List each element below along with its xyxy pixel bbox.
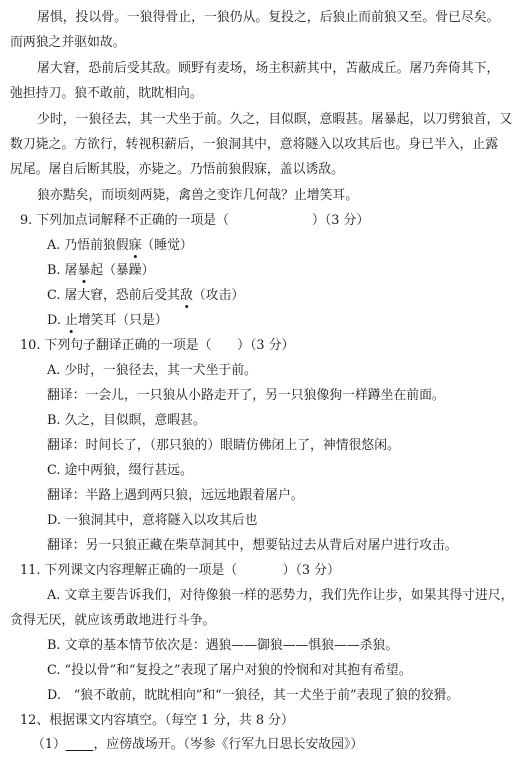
fill-blank[interactable]	[66, 736, 94, 751]
passage-line: 狼亦黠矣，而顷刻两毙，禽兽之变诈几何哉？止增笑耳。	[37, 188, 359, 203]
question-12-stem: 12、根据课文内容填空。（每空 1 分，共 8 分）	[20, 713, 294, 728]
passage-line: 尻尾。屠自后断其股，亦毙之。乃悟前狼假寐，盖以诱敌。	[10, 162, 344, 177]
passage-line: 屠大窘，恐前后受其敌。顾野有麦场，场主积薪其中，苫蔽成丘。屠乃奔倚其下，	[37, 61, 500, 76]
passage-line: 而两狼之并驱如故。	[10, 35, 126, 50]
question-9-stem	[20, 212, 516, 230]
question-10-option-b: B. 久之，目似瞑，意暇甚。	[47, 413, 206, 428]
question-9-option-c: C. 屠大窘，恐前后受其敌（攻击）	[47, 288, 245, 303]
passage-line: 少时，一狼径去，其一犬坐于前。久之，目似瞑，意暇甚。屠暴起，以刀劈狼首，又	[37, 112, 513, 127]
question-11-option-d: D. “狼不敢前，眈眈相向”和“一狼径，其一犬坐于前”表现了狼的狡猾。	[47, 688, 460, 703]
question-10-option-d: D. 一狼洞其中，意将隧入以攻其后也	[47, 513, 258, 528]
question-9-text: 9. 下列加点词解释不正确的一项是（	[20, 213, 230, 228]
passage-line: 弛担持刀。狼不敢前，眈眈相向。	[10, 86, 203, 101]
question-11-option-b: B. 文章的基本情节依次是：遇狼——御狼——惧狼——杀狼。	[47, 638, 399, 653]
question-9-score: ）（3 分）	[312, 213, 370, 228]
question-11-stem	[20, 562, 516, 580]
emphasis-dot-char: 暴	[77, 263, 91, 278]
question-9-option-a: A. 乃悟前狼假寐（睡觉）	[47, 238, 193, 253]
question-11-option-c: C. “投以骨”和“复投之”表现了屠户对狼的怜悯和对其抱有希望。	[47, 663, 412, 678]
question-10-translation-c: 翻译：半路上遇到两只狼，远远地跟着屠户。	[47, 488, 304, 503]
question-11-text: 11. 下列课文内容理解正确的一项是（	[20, 563, 238, 578]
question-9-option-d: D. 止增笑耳（只是）	[47, 313, 168, 328]
question-11-score: ）（3 分）	[282, 563, 340, 578]
question-11-option-a: A. 文章主要告诉我们，对待像狼一样的恶势力，我们先作让步，如果其得寸进尺，	[47, 588, 514, 603]
question-10-stem: 10. 下列句子翻译正确的一项是（ ）（3 分）	[20, 338, 295, 353]
question-10-translation-d: 翻译：另一只狼正藏在柴草洞其中，想要钻过去从背后对屠户进行攻击。	[47, 538, 458, 553]
question-10-translation-a: 翻译：一会儿，一只狼从小路走开了，另一只狼像狗一样蹲坐在前面。	[47, 388, 445, 403]
emphasis-dot-char: 寐	[128, 238, 142, 253]
passage-line: 数刀毙之。方欲行，转视积薪后，一狼洞其中，意将隧入以攻其后也。身已半入，止露	[10, 137, 499, 152]
passage-line: 屠惧，投以骨。一狼得骨止，一狼仍从。复投之，后狼止而前狼又至。骨已尽矣。	[37, 10, 500, 25]
emphasis-dot-char: 敌	[179, 288, 193, 303]
emphasis-dot-char: 止	[64, 313, 78, 328]
question-9-option-b: B. 屠暴起（暴躁）	[47, 263, 155, 278]
question-10-translation-b: 翻译：时间长了，（那只狼的）眼睛仿佛闭上了，神情很悠闲。	[47, 438, 400, 453]
question-10-option-a: A. 少时，一狼径去，其一犬坐于前。	[47, 363, 257, 378]
question-11-option-a-cont: 贪得无厌，就应该勇敢地进行斗争。	[10, 613, 216, 628]
question-12-item-1: （1） ，应傍战场开。（岑参《行军九日思长安故园》）	[32, 737, 364, 752]
question-10-option-c: C. 途中两狼，缀行甚远。	[47, 463, 193, 478]
